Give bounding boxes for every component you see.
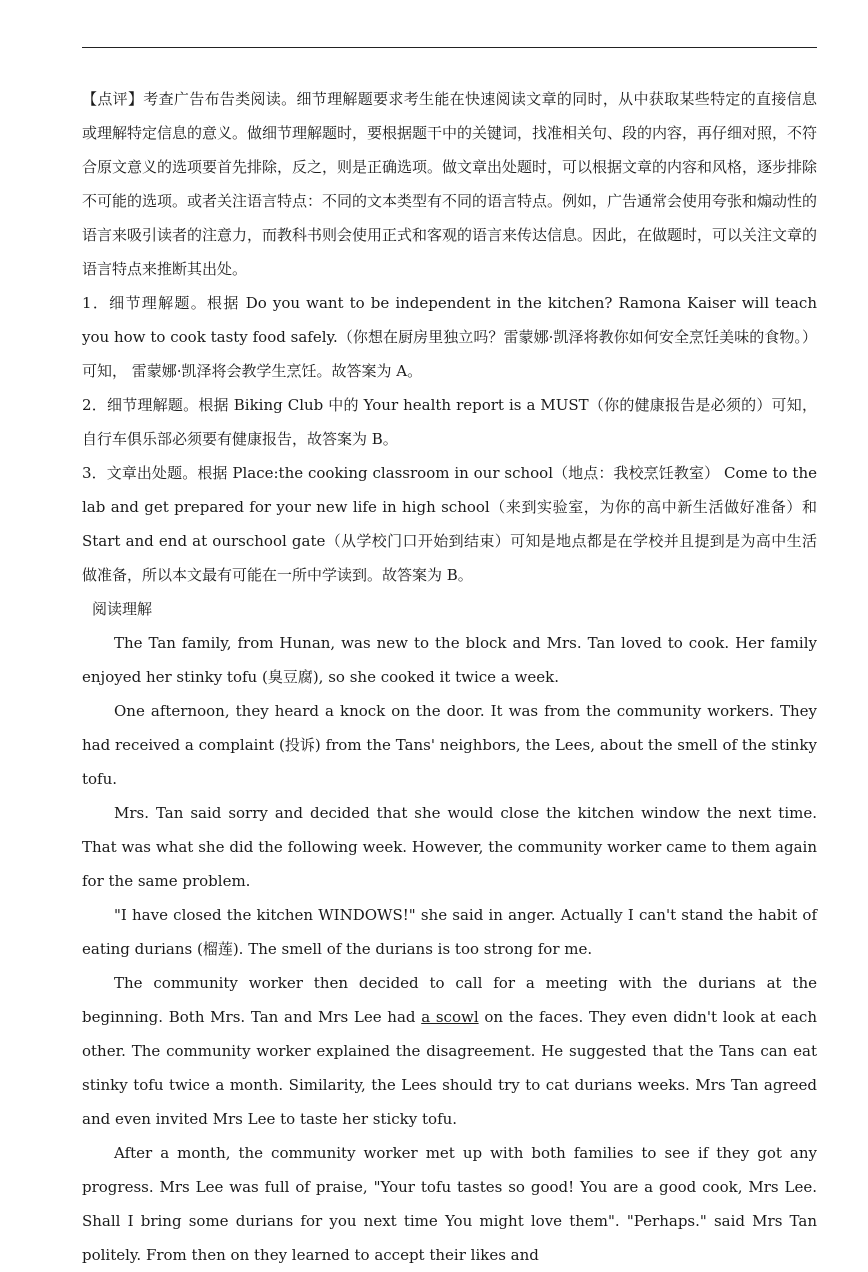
header-rule: [82, 47, 817, 48]
answer-1: 1．细节理解题。根据 Do you want to be independent in the kitchen? Ramona Kaiser will teach you how to cook tasty food safely.（你想在厨房里独立吗？雷蒙娜·凯泽将教你如何安全烹饪美味的食物。）可知， 雷蒙娜·凯泽将会教学生烹饪。故答案为 A。: [82, 294, 817, 380]
p5-text-before: The community worker then decided to call for a meeting with the durians at the beginning. Both Mrs. Tan and Mrs Lee had: [82, 974, 817, 1026]
p5-text-after: on the faces. They even didn't look at each other. The community worker explained the disagreement. He suggested that the Tans can eat stinky tofu twice a month. Similarity, the Lees should try to cat durians weeks. Mrs Tan agreed and even invited Mrs Lee to taste her sticky tofu.: [82, 1008, 817, 1128]
page-body: [82, 82, 817, 1272]
passage-paragraph-5: [82, 966, 817, 1136]
passage-paragraph-6: After a month, the community worker met up with both families to see if they got any progress. Mrs Lee was full of praise, "Your tofu tastes so good! You are a good cook, Mrs Lee. Shall I bring some durians for you next time You might love them". "Perhaps." said Mrs Tan politely. From then on they learned to accept their likes and: [82, 1144, 817, 1264]
section-title: 阅读理解: [92, 600, 153, 618]
answer-3: 3．文章出处题。根据 Place:the cooking classroom in our school（地点：我校烹饪教室） Come to the lab and get prepared for your new life in high school（来到实验室，为你的高中新生活做好准备）和 Start and end at ourschool gate（从学校门口开始到结束）可知是地点都是在学校并且提到是为高中生活做准备，所以本文最有可能在一所中学读到。故答案为 B。: [82, 464, 817, 584]
commentary-label: 【点评】: [82, 90, 144, 108]
passage-paragraph-4: "I have closed the kitchen WINDOWS!" she said in anger. Actually I can't stand the habit of eating durians (榴莲). The smell of the durians is too strong for me.: [82, 906, 817, 958]
answer-2: 2．细节理解题。根据 Biking Club 中的 Your health report is a MUST（你的健康报告是必须的）可知，自行车俱乐部必须要有健康报告，故答案为 B。: [82, 396, 817, 448]
passage-paragraph-3: Mrs. Tan said sorry and decided that she would close the kitchen window the next time. That was what she did the following week. However, the community worker came to them again for the same problem.: [82, 804, 817, 890]
passage-paragraph-2: One afternoon, they heard a knock on the door. It was from the community workers. They had received a complaint (投诉) from the Tans' neighbors, the Lees, about the smell of the stinky tofu.: [82, 702, 817, 788]
underlined-phrase: a scowl: [421, 1008, 479, 1026]
commentary-text: 考查广告布告类阅读。细节理解题要求考生能在快速阅读文章的同时，从中获取某些特定的直接信息或理解特定信息的意义。做细节理解题时，要根据题干中的关键词，找准相关句、段的内容，再仔细对照，不符合原文意义的选项要首先排除，反之，则是正确选项。做文章出处题时，可以根据文章的内容和风格，逐步排除不可能的选项。或者关注语言特点：不同的文本类型有不同的语言特点。例如，广告通常会使用夸张和煽动性的语言来吸引读者的注意力，而教科书则会使用正式和客观的语言来传达信息。因此，在做题时，可以关注文章的语言特点来推断其出处。: [82, 90, 818, 278]
commentary-paragraph: [82, 82, 817, 286]
passage-paragraph-1: The Tan family, from Hunan, was new to the block and Mrs. Tan loved to cook. Her family enjoyed her stinky tofu (臭豆腐), so she cooked it twice a week.: [82, 634, 817, 686]
